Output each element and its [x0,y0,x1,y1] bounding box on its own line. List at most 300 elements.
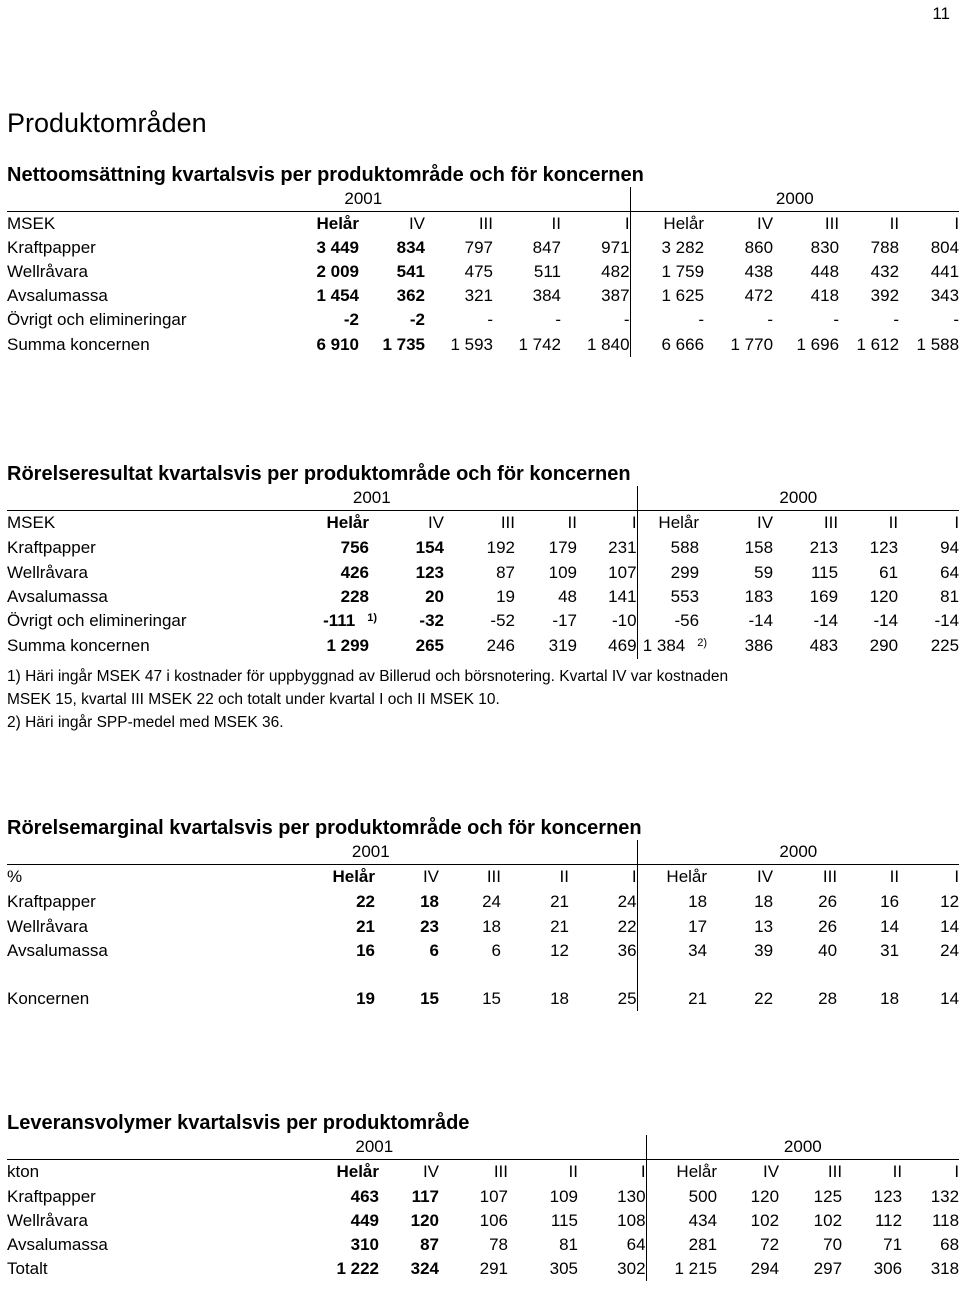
table-cell [902,1233,959,1257]
empty-cell [7,840,105,865]
cell-value: 34 [688,940,708,960]
cell-value: 297 [813,1259,843,1278]
row-label: Wellråvara [7,262,88,281]
cell-value: 25 [617,988,637,1008]
table-cell [508,1184,578,1209]
cell-value: 106 [479,1211,508,1230]
table-cell [646,1209,717,1233]
cell-value: 18 [550,988,569,1008]
table-cell [379,1184,439,1209]
cell-value: 16 [880,892,900,911]
cell-value: 19 [496,586,515,606]
table-cell [107,585,369,609]
table-cell [773,963,837,1011]
cell-value: 6 666 [661,334,705,354]
page-number: 11 [932,4,950,23]
cell-value: 1 384 [642,636,686,655]
cell-value: 971 [601,238,630,257]
column-header: III [827,1162,843,1181]
year-2001: 2001 [103,1135,646,1160]
cell-value: 107 [479,1186,508,1206]
cell-value: 183 [744,586,774,606]
table-cell [717,1209,779,1233]
cell-value: 81 [559,1235,578,1254]
cell-value: 302 [617,1259,646,1278]
table-cell [779,1209,842,1233]
table-cell [439,1184,508,1209]
footnotes [7,665,959,734]
row-label: Koncernen [7,988,90,1008]
table-cell [561,260,630,284]
cell-value: 387 [601,286,630,305]
table-cell [425,236,493,260]
table-cell [444,609,515,634]
table-cell [838,585,898,609]
cell-value: 40 [818,940,838,960]
table-cell [501,939,569,963]
cell-value: - [833,310,840,329]
footnote-line: MSEK 15, kvartal III MSEK 22 och totalt under kvartal I och II MSEK 10. [7,690,500,708]
table-cell [704,236,773,260]
cell-value: 24 [482,892,501,911]
cell-value: 213 [809,538,839,557]
table-cell [105,915,375,939]
cell-value: 36 [617,940,637,960]
cell-value: 102 [750,1211,780,1230]
column-header: II [551,214,561,233]
cell-value: 18 [754,892,774,911]
table-cell [637,561,699,585]
table-cell [425,284,493,308]
table-cell [379,1209,439,1233]
cell-value: 860 [744,238,774,257]
table-cell [439,1233,508,1257]
table-row [7,1257,959,1281]
cell-value: 1 840 [587,334,630,354]
cell-value: 39 [754,940,774,960]
cell-value: 3 282 [661,238,705,257]
table-cell [898,609,959,634]
table-cell [439,890,501,915]
cell-value: 553 [670,586,700,606]
cell-value: 3 449 [316,238,359,257]
year-2000: 2000 [630,187,959,212]
cell-value: 1 593 [450,334,493,354]
column-header: II [889,214,900,233]
table-cell [842,1257,902,1281]
cell-value: 797 [464,238,493,257]
table-cell [425,308,493,332]
cell-value: 109 [548,562,577,582]
column-header: III [493,1162,508,1181]
column-header: II [567,513,577,533]
table-cell [561,332,630,357]
column-header: Helår [336,1162,379,1181]
column-header-row [7,511,959,536]
year-header-row [7,840,959,865]
year-2000: 2000 [637,840,959,865]
table-row [7,939,959,963]
column-header: III [823,513,839,533]
cell-value: 48 [558,586,577,606]
column-header: IV [427,513,444,533]
cell-value: 18 [880,988,900,1008]
table-cell [501,890,569,915]
table-cell [704,332,773,357]
delivery-volume-section [7,1112,959,1281]
table-cell [839,284,899,308]
table-cell [369,561,444,585]
cell-value: 15 [482,988,501,1008]
table-cell [105,890,375,915]
table-cell [773,561,838,585]
cell-value: - [623,310,630,329]
cell-value: -32 [419,611,444,630]
cell-value: -52 [490,611,515,630]
cell-value: 6 [429,940,439,960]
cell-value: 28 [818,988,838,1008]
table-cell [630,332,704,357]
cell-value: -14 [873,611,899,630]
table-cell [699,536,773,561]
table-cell [439,963,501,1011]
table-cell [779,1233,842,1257]
cell-value: 21 [550,892,569,911]
cell-value: 343 [930,286,960,305]
cell-value: 463 [350,1186,379,1206]
cell-value: 756 [340,538,369,557]
table-cell [569,915,637,939]
cell-value: 132 [930,1186,960,1206]
table-cell [646,1257,717,1281]
cell-value: 115 [810,562,839,582]
table-cell [704,284,773,308]
data-table [7,1135,959,1281]
table-cell [773,308,839,332]
cell-value: 20 [425,586,444,606]
column-header-row [7,1160,959,1185]
cell-value: 6 [491,940,501,960]
footnote-line: 1) Häri ingår MSEK 47 i kostnader för uppbyggnad av Billerud och börsnotering. Kvartal IV var kostnaden [7,667,729,685]
table-cell [699,561,773,585]
table-cell [493,260,561,284]
table-cell [359,236,425,260]
cell-value: 318 [930,1259,960,1278]
table-cell [577,609,637,634]
cell-value: - [893,310,900,329]
table-cell [439,1209,508,1233]
cell-value: 19 [356,988,375,1008]
empty-cell [7,187,97,212]
cell-value: 18 [688,892,708,911]
row-label: Kraftpapper [7,238,96,257]
year-2000: 2000 [646,1135,959,1160]
column-header: I [624,214,630,233]
table-cell [439,915,501,939]
cell-value: 386 [744,636,774,655]
table-cell [773,260,839,284]
table-cell [508,1209,578,1233]
table-cell [838,609,898,634]
cell-value: 449 [350,1211,379,1230]
cell-value: -56 [674,611,700,630]
cell-value: 18 [482,916,501,936]
row-label: Avsalumassa [7,940,108,960]
column-header: Helår [646,1160,717,1185]
cell-value: 118 [931,1211,960,1230]
table-cell [577,536,637,561]
cell-value: 154 [415,538,444,557]
cell-value: 26 [818,916,838,936]
table-cell [107,536,369,561]
column-header: II [568,1162,578,1181]
table-cell [899,963,959,1011]
cell-value: 12 [940,892,960,911]
column-header: I [954,1162,960,1181]
cell-value: 12 [550,940,569,960]
cell-value: 21 [688,988,708,1008]
table-cell [105,963,375,1011]
cell-value: 511 [533,262,561,281]
table-cell [501,915,569,939]
table-cell [444,536,515,561]
table-row [7,236,959,260]
table-cell [637,915,707,939]
cell-value: 130 [617,1186,646,1206]
table-cell [444,561,515,585]
table-cell [493,284,561,308]
cell-value: 23 [420,916,439,936]
table-cell [699,585,773,609]
table-cell [838,634,898,659]
table-cell [369,536,444,561]
row-label: Wellråvara [7,1211,88,1230]
cell-value: 108 [617,1211,646,1230]
unit-label: kton [7,1162,40,1181]
column-header: II [892,1162,903,1181]
column-header: IV [408,214,425,233]
table-cell [515,561,577,585]
cell-value: 541 [396,262,425,281]
row-label: Summa koncernen [7,334,150,354]
column-header: I [631,513,637,533]
row-label: Kraftpapper [7,538,96,557]
table-cell [899,308,959,332]
net-sales-section [7,164,959,357]
column-header: I [954,513,960,533]
cell-value: 1 612 [856,334,900,354]
year-2001: 2001 [97,187,630,212]
column-header-row [7,212,959,237]
section-title: Rörelseresultat kvartalsvis per produktområde och för koncernen [7,463,631,485]
column-header: Helår [637,511,699,536]
cell-value: 1 735 [382,334,425,354]
table-cell [103,1233,379,1257]
table-cell [103,1257,379,1281]
table-cell [578,1184,646,1209]
cell-value: 107 [608,562,637,582]
table-row [7,915,959,939]
footnote-mark-1: 1) [367,612,377,624]
table-cell [493,236,561,260]
table-cell [704,308,773,332]
cell-value: 299 [670,562,700,582]
column-header: Helår [332,867,375,887]
cell-value: 17 [688,916,708,936]
cell-value: 483 [809,636,839,655]
table-cell [561,236,630,260]
cell-value: 192 [486,538,515,557]
table-cell [103,1209,379,1233]
cell-value: 475 [464,262,493,281]
table-cell [773,915,837,939]
table-cell [842,1184,902,1209]
cell-value: 68 [940,1235,960,1254]
cell-value: 1 454 [316,286,359,305]
table-row [7,260,959,284]
column-header: IV [762,1162,780,1181]
table-cell [637,536,699,561]
table-cell [103,1184,379,1209]
table-cell [569,963,637,1011]
data-table [7,187,959,357]
cell-value: 324 [410,1259,439,1278]
column-header: Helår [630,212,704,237]
column-header: I [640,1162,646,1181]
table-cell [842,1233,902,1257]
cell-value: 22 [617,916,637,936]
table-cell [439,939,501,963]
table-cell [493,332,561,357]
cell-value: 1 770 [730,334,774,354]
table-cell [515,609,577,634]
column-header: III [500,513,515,533]
table-cell [578,1209,646,1233]
section-title: Leveransvolymer kvartalsvis per produktområde [7,1112,470,1134]
column-header: I [631,867,637,887]
table-cell [379,1257,439,1281]
cell-value: 179 [548,538,577,557]
cell-value: 1 299 [326,636,369,655]
year-header-row [7,1135,959,1160]
table-cell [839,308,899,332]
column-header: I [954,214,960,233]
table-cell [773,939,837,963]
table-row [7,1184,959,1209]
table-cell [577,634,637,659]
row-label: Avsalumassa [7,586,108,606]
row-label: Wellråvara [7,562,88,582]
cell-value: 432 [870,262,900,281]
cell-value: 169 [809,586,839,606]
cell-value: 588 [670,538,700,557]
footnote-mark-2: 2) [697,637,708,649]
year-header-row [7,187,959,212]
cell-value: 87 [496,562,515,582]
table-cell [899,915,959,939]
year-2000: 2000 [637,486,959,511]
table-row [7,1233,959,1257]
row-label: Övrigt och elimineringar [7,310,187,329]
cell-value: 1 222 [336,1259,379,1278]
table-cell [375,939,439,963]
cell-value: 231 [608,538,637,557]
table-cell [717,1257,779,1281]
table-cell [359,308,425,332]
table-cell [773,236,839,260]
cell-value: 265 [415,636,444,655]
table-cell [707,939,773,963]
row-label: Avsalumassa [7,1235,108,1254]
table-cell [439,1257,508,1281]
cell-value: - [953,310,960,329]
column-header: III [822,867,838,887]
table-cell [637,890,707,915]
table-cell [838,561,898,585]
cell-value: 1 588 [916,334,960,354]
table-cell [359,260,425,284]
cell-value: 847 [532,238,561,257]
cell-value: 64 [940,562,960,582]
table-cell [637,609,699,634]
table-cell [773,634,838,659]
cell-value: 61 [879,562,899,582]
section-title: Rörelsemarginal kvartalsvis per produktområde och för koncernen [7,817,642,839]
cell-value: 64 [626,1235,646,1254]
cell-value: 290 [869,636,899,655]
row-label: Kraftpapper [7,1186,96,1206]
cell-value: 22 [754,988,774,1008]
cell-value: 294 [750,1259,780,1278]
cell-value: 472 [744,286,774,305]
cell-value: 1 759 [661,262,705,281]
unit-label: MSEK [7,513,56,533]
cell-value: 31 [880,940,900,960]
row-label: Kraftpapper [7,892,96,911]
table-cell [773,609,838,634]
table-cell [637,963,707,1011]
table-cell [773,585,838,609]
table-cell [699,609,773,634]
cell-value: 78 [489,1235,508,1254]
column-header: II [888,513,899,533]
table-cell [508,1233,578,1257]
table-cell [97,236,359,260]
table-cell [898,536,959,561]
cell-value: 469 [608,636,637,655]
table-cell [630,284,704,308]
table-cell [717,1184,779,1209]
table-cell [425,332,493,357]
column-header: Helår [326,513,369,533]
cell-value: 102 [813,1211,843,1230]
cell-value: 81 [940,586,960,606]
column-header-row [7,865,959,890]
table-cell [561,284,630,308]
table-cell [577,561,637,585]
table-cell [899,260,959,284]
row-label: Totalt [7,1259,48,1278]
table-cell [375,915,439,939]
cell-value: 14 [880,916,900,936]
table-cell [773,890,837,915]
column-header: IV [756,867,774,887]
cell-value: - [487,310,493,329]
cell-value: 319 [548,636,577,655]
cell-value: 120 [750,1186,780,1206]
cell-value: 246 [486,636,515,655]
cell-value: 70 [823,1235,843,1254]
